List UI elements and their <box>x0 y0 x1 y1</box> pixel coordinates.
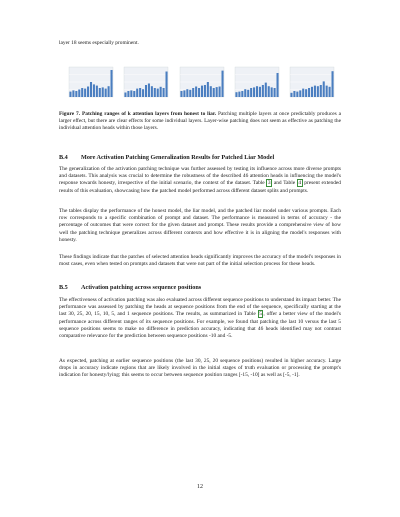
bar <box>128 91 130 97</box>
section-b4-heading <box>59 154 341 162</box>
bar <box>311 87 313 97</box>
bar <box>186 89 188 97</box>
bar <box>215 87 217 97</box>
panel-5-chart <box>285 62 336 102</box>
bar <box>189 90 191 97</box>
bar <box>293 91 295 97</box>
figure-7 <box>64 62 336 102</box>
bar <box>131 90 133 97</box>
bar <box>90 82 92 97</box>
bar <box>157 89 159 97</box>
bar <box>198 88 200 97</box>
bar <box>221 71 223 97</box>
bar <box>154 88 156 97</box>
bar <box>180 91 182 97</box>
bar <box>267 86 269 97</box>
bar <box>276 73 278 97</box>
panel-2-chart <box>119 62 170 102</box>
bar <box>247 90 249 97</box>
caption-bold: Patching ranges of k attention layers from honest to liar. <box>81 111 217 117</box>
b5-p1-end: , offer a better view of the model's performance across different ranges of its sequence positions. For example, we found that patching the last 10 versus the last 5 sequence positions seems to make no difference in prediction accuracy, indicating that 46 heads identified may not contrast comparative relevance for the prediction between sequence positions -10 and -5. <box>59 311 342 340</box>
bar <box>105 89 107 97</box>
bar <box>235 92 237 97</box>
table-4-link[interactable]: 4 <box>298 180 302 187</box>
bar <box>259 87 261 97</box>
bar <box>183 90 185 97</box>
bar <box>317 86 319 97</box>
section-b5-paragraph-1 <box>59 297 341 340</box>
bar <box>102 87 104 97</box>
section-b4-paragraph-3: These findings indicate that the patches of selected attention heads significantly improves the accuracy of the model's responses in most cases, even when tested on prompts and datasets that were not part of the initial selection process for these heads. <box>59 254 341 268</box>
bar <box>111 70 113 97</box>
bar <box>273 88 275 97</box>
b4-p1-end: present extended results of this evaluation, showcasing how the patched model performed across different dataset splits and prompts. <box>59 180 341 194</box>
figure-panel-5 <box>285 62 336 102</box>
figure-panel-2 <box>119 62 170 102</box>
bar <box>206 82 208 97</box>
bar <box>139 88 141 97</box>
figure-caption <box>59 111 341 133</box>
bar <box>262 85 264 97</box>
b5-p1-text: The effectiveness of activation patching was also evaluated across different sequence positions to understand its impact better. The performance was assessed by patching the heads at sequence positions from the end of the sequence, specifically starting at the last 30, 25, 20, 15, 10, 5, and 1 sequence positions. The results, as summarized in Table <box>59 297 341 318</box>
bar <box>136 89 138 97</box>
bar <box>241 91 243 97</box>
bar <box>253 87 255 97</box>
panel-4-chart <box>230 62 281 102</box>
bar <box>256 86 258 97</box>
bar <box>250 88 252 97</box>
bar <box>125 93 127 98</box>
bar <box>96 86 98 97</box>
section-b5-number: B.5 <box>59 284 68 291</box>
caption-rest: Patching multiple layers at once predictably produces a larger effect, but there are clear effects for some individual layers. Layer-wise patching does not seem as effective as patching the individual attention heads within those layers. <box>59 111 342 132</box>
bar <box>209 86 211 97</box>
bar <box>290 93 292 97</box>
bar <box>270 87 272 97</box>
panel-1-chart <box>64 62 115 102</box>
bar <box>166 72 168 98</box>
bar <box>160 87 162 97</box>
bar <box>163 88 165 97</box>
bar <box>81 88 83 97</box>
bar <box>195 87 197 98</box>
bar <box>148 84 150 98</box>
page-number: 12 <box>197 484 203 490</box>
bar <box>192 88 194 97</box>
bar <box>314 86 316 97</box>
bar <box>200 86 202 97</box>
section-b4-paragraph-2: The tables display the performance of the honest model, the liar model, and the patched liar model under various prompts. Each row corresponds to a specific combination of prompt and dataset. The performance is measured in terms of accuracy - the percentage of outcomes that were correct for the given dataset and prompt. These results provide a comprehensive view of how well the patching technique generalizes across different contexts and how effective it is in aligning the model's responses with honesty. <box>59 208 341 243</box>
section-b4-paragraph-1 <box>59 166 341 195</box>
bar <box>265 83 267 97</box>
bar <box>69 92 71 97</box>
bar <box>323 81 325 97</box>
section-b5-title: Activation patching across sequence positions <box>81 284 202 291</box>
bar <box>93 84 95 97</box>
figure-panel-1 <box>64 62 115 102</box>
bar <box>329 87 331 97</box>
top-line: layer 18 seems especially prominent. <box>59 40 139 46</box>
bar <box>84 89 86 97</box>
caption-label: Figure 7. <box>59 111 81 117</box>
bar <box>145 85 147 97</box>
bar <box>99 88 101 97</box>
bar <box>326 86 328 97</box>
bar <box>212 88 214 97</box>
bar <box>238 92 240 97</box>
bar <box>151 86 153 97</box>
bar <box>72 90 74 97</box>
bar <box>302 89 304 97</box>
bar <box>244 89 246 97</box>
figure-panel-4 <box>230 62 281 102</box>
bar <box>218 87 220 98</box>
bar <box>203 85 205 97</box>
table-3-link[interactable]: 3 <box>267 180 271 187</box>
bar <box>320 85 322 97</box>
bar <box>87 87 89 98</box>
bar <box>332 71 334 97</box>
bar <box>308 88 310 97</box>
section-b5-paragraph-2: As expected, patching at earlier sequence positions (the last 30, 25, 20 sequence positions) resulted in higher accuracy. Large drops in accuracy indicate regions that are likely involved in the initial stages of truth evaluation or processing the prompt's indication for honesty/lying; this seems to occur between sequence position ranges [-15, -10] as well as [-5, -1]. <box>59 358 341 379</box>
b4-p1-text: The generalization of the activation patching technique was further assessed by testing its influence across more diverse prompts and datasets. This analysis was crucial to determine the robustness of the described 46 attention heads in influencing the model's response towards honesty, irrespective of the initial scenario, the context of the dataset. Table <box>59 166 341 187</box>
b4-p1-mid: and Table <box>272 180 297 187</box>
bar <box>133 91 135 97</box>
section-b5-heading <box>59 284 341 292</box>
bar <box>78 90 80 98</box>
bar <box>75 91 77 97</box>
figure-panel-3 <box>175 62 226 102</box>
section-b4-number: B.4 <box>59 154 68 161</box>
panel-3-chart <box>175 62 226 102</box>
section-b4-title: More Activation Patching Generalization Results for Patched Liar Model <box>81 154 275 161</box>
bar <box>108 86 110 97</box>
table-5-link[interactable]: 5 <box>259 311 262 318</box>
bar <box>296 92 298 97</box>
bar <box>299 90 301 97</box>
bar <box>305 89 307 97</box>
bar <box>142 89 144 97</box>
